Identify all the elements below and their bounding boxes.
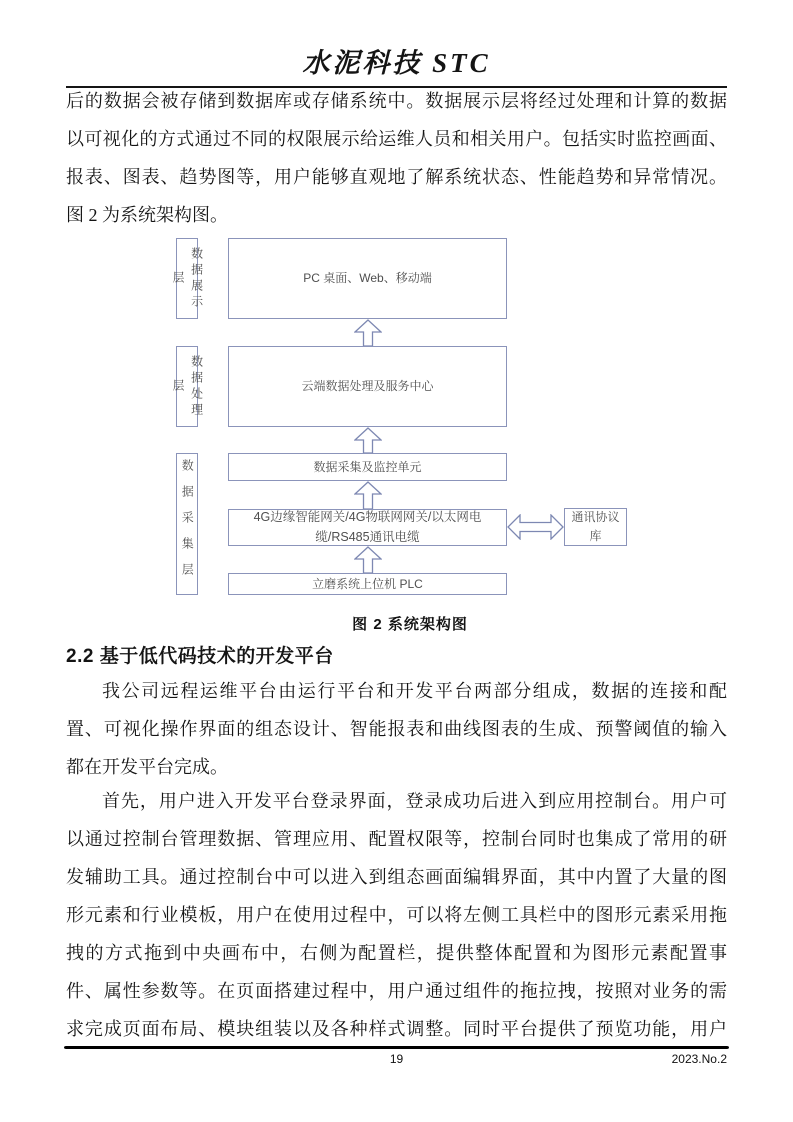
- paragraph-line: 以可视化的方式通过不同的权限展示给运维人员和相关用户。包括实时监控画面、: [66, 129, 727, 149]
- paragraph-line: 报表、图表、趋势图等，用户能够直观地了解系统状态、性能趋势和异常情况。: [66, 167, 727, 187]
- node-gateway: 4G边缘智能网关/4G物联网网关/以太网电缆/RS485通讯电缆: [228, 509, 507, 546]
- paragraph-line: 拽的方式拖到中央画布中，右侧为配置栏，提供整体配置和为图形元素配置事: [66, 943, 727, 963]
- paragraph-3: [66, 782, 727, 1048]
- paragraph-line: 置、可视化操作界面的组态设计、智能报表和曲线图表的生成、预警阈值的输入: [66, 719, 727, 739]
- paragraph-line: 件、属性参数等。在页面搭建过程中，用户通过组件的拖拉拽，按照对业务的需: [66, 981, 727, 1001]
- paragraph-line: 求完成页面布局、模块组装以及各种样式调整。同时平台提供了预览功能，用户: [66, 1019, 727, 1039]
- section-heading: 2.2 基于低代码技术的开发平台: [66, 646, 334, 667]
- paragraph-line: 首先，用户进入开发平台登录界面，登录成功后进入到应用控制台。用户可: [102, 791, 727, 811]
- up-arrow-icon: [354, 546, 382, 573]
- node-cloud-data-center: 云端数据处理及服务中心: [228, 346, 507, 427]
- paragraph-line: 形元素和行业模板，用户在使用过程中，可以将左侧工具栏中的图形元素采用拖: [66, 905, 727, 925]
- up-arrow-icon: [354, 319, 382, 346]
- double-arrow-icon: [507, 514, 564, 540]
- paragraph-2: [66, 672, 727, 786]
- paragraph-1: [66, 82, 727, 234]
- figure-system-architecture: [170, 232, 650, 644]
- up-arrow-icon: [354, 427, 382, 453]
- node-scada-unit: 数据采集及监控单元: [228, 453, 507, 481]
- paragraph-line: 我公司远程运维平台由运行平台和开发平台两部分组成，数据的连接和配: [102, 681, 727, 701]
- paragraph-line: 后的数据会被存储到数据库或存储系统中。数据展示层将经过处理和计算的数据: [66, 91, 727, 111]
- paragraph-line: 以通过控制台管理数据、管理应用、配置权限等，控制台同时也集成了常用的研: [66, 829, 727, 849]
- paragraph-line: 都在开发平台完成。: [66, 757, 228, 777]
- layer-label-data-processing: 数据处理层: [176, 346, 198, 427]
- node-pc-web-mobile: PC 桌面、Web、移动端: [228, 238, 507, 319]
- journal-title: 水泥科技 STC: [302, 48, 491, 78]
- node-protocol-library: 通讯协议库: [564, 508, 627, 546]
- figure-caption: 图 2 系统架构图: [352, 616, 468, 633]
- paragraph-line: 发辅助工具。通过控制台中可以进入到组态画面编辑界面，其中内置了大量的图: [66, 867, 727, 887]
- issue-number: 2023.No.2: [671, 1052, 727, 1066]
- node-plc: 立磨系统上位机 PLC: [228, 573, 507, 595]
- layer-label-data-collection: 数据采集层: [176, 453, 198, 595]
- up-arrow-icon: [354, 481, 382, 509]
- footer-rule: [64, 1046, 729, 1049]
- paragraph-line: 图 2 为系统架构图。: [66, 205, 228, 225]
- layer-label-data-display: 数据展示层: [176, 238, 198, 319]
- page-number: 19: [389, 1052, 404, 1066]
